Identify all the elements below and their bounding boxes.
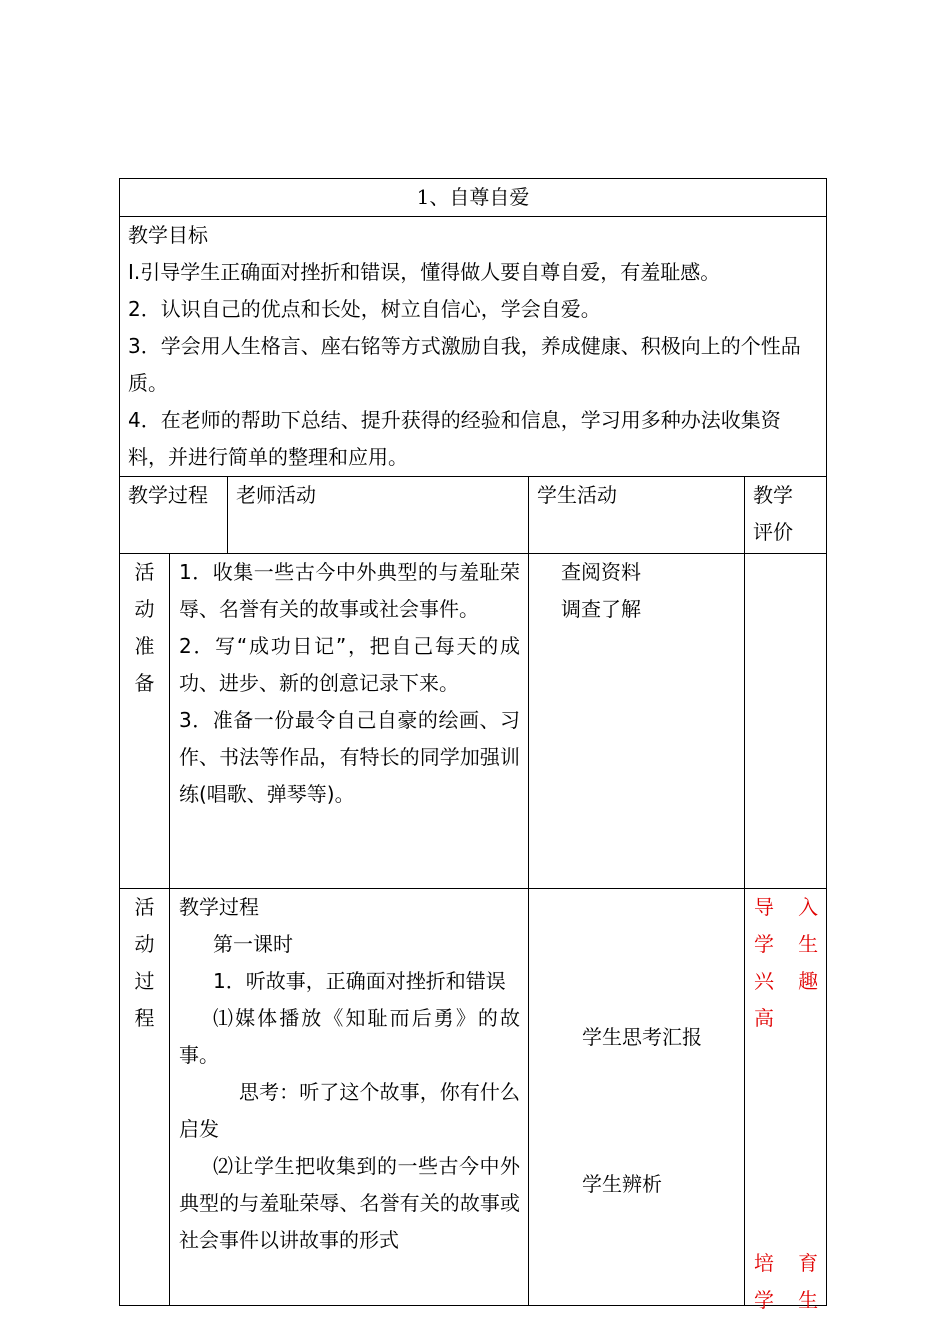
prep-student: 查阅资料 调查了解 [529,554,745,889]
student-activity-2: 学生辨析 [582,1172,662,1196]
goal-item: 4．在老师的帮助下总结、提升获得的经验和信息，学习用多种办法收集资料，并进行简单的整理和应用。 [128,408,781,469]
lesson-label: 第一课时 [213,932,293,956]
prep-eval [745,554,827,889]
goal-item: Ⅰ.引导学生正确面对挫折和错误，懂得做人要自尊自爱，有羞耻感。 [128,260,721,284]
process-teacher [170,889,529,1306]
process-label: 活 动 过 程 [120,889,170,1306]
goals-row [120,217,827,477]
process-student [529,889,745,1306]
prep-label: 活 动 准 备 [120,554,170,889]
header-eval-line1: 教学 [753,483,793,507]
student-activity-1: 学生思考汇报 [582,1025,702,1049]
prep-item: 1．收集一些古今中外典型的与羞耻荣辱、名誉有关的故事或社会事件。 [179,560,520,621]
lesson-title: 1、自尊自爱 [120,179,827,217]
prep-item: 2．写“成功日记”，把自己每天的成功、进步、新的创意记录下来。 [179,634,520,695]
process-row [120,889,827,1306]
process-eval [745,889,827,1312]
header-row [120,477,827,554]
title-row [120,179,827,217]
header-student: 学生活动 [529,477,745,554]
prep-teacher [170,554,529,889]
prep-row [120,554,827,889]
step-1: 1．听故事，正确面对挫折和错误 [213,969,506,993]
eval-note-1: 导 入 学 生 兴 趣 高 [754,895,819,1030]
header-eval [745,477,827,554]
header-eval-line2: 评价 [753,520,793,544]
goal-item: 2．认识自己的优点和长处，树立自信心，学会自爱。 [128,297,601,321]
sub-step-2: ⑵让学生把收集到的一些古今中外典型的与羞耻荣辱、名誉有关的故事或社会事件以讲故事的形式 [179,1154,520,1252]
eval-note-2: 培 育 学 生 [754,1251,819,1312]
header-process: 教学过程 [120,477,228,554]
process-heading: 教学过程 [179,895,259,919]
sub-step-1: ⑴媒体播放《知耻而后勇》的故事。 [179,1006,520,1067]
header-teacher: 老师活动 [228,477,529,554]
prep-item: 3．准备一份最令自己自豪的绘画、习作、书法等作品，有特长的同学加强训练(唱歌、弹琴等)。 [179,708,520,806]
goal-item: 3．学会用人生格言、座右铭等方式激励自我，养成健康、积极向上的个性品质。 [128,334,801,395]
lesson-plan-table [119,178,827,1312]
teaching-goals [120,217,827,477]
goals-heading: 教学目标 [128,223,208,247]
think-question: 思考：听了这个故事，你有什么启发 [179,1080,520,1141]
